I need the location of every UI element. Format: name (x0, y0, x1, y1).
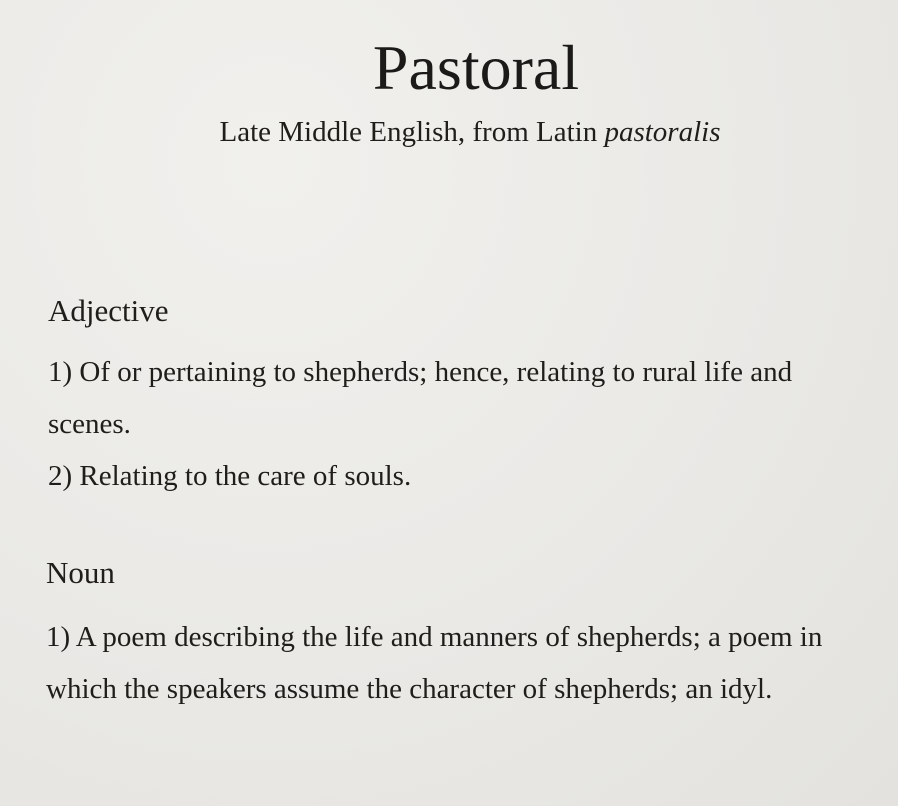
etymology-text: Late Middle English, from Latin (219, 116, 605, 148)
etymology-latin-word: pastoralis (604, 116, 721, 148)
headword: Pastoral (372, 32, 580, 103)
part-of-speech-adjective: Adjective (48, 293, 169, 328)
bleed-through-decoration (44, 236, 74, 270)
noun-sense-1: 1) A poem describing the life and manners of shepherds; a poem in which the speakers assume the character of shepherds; an idyl. (46, 621, 823, 705)
part-of-speech-noun: Noun (46, 555, 115, 590)
adjective-sense-2: 2) Relating to the care of souls. (48, 460, 412, 492)
etymology (0, 112, 898, 152)
adjective-sense-1: 1) Of or pertaining to shepherds; hence, relating to rural life and scenes. (48, 356, 793, 440)
